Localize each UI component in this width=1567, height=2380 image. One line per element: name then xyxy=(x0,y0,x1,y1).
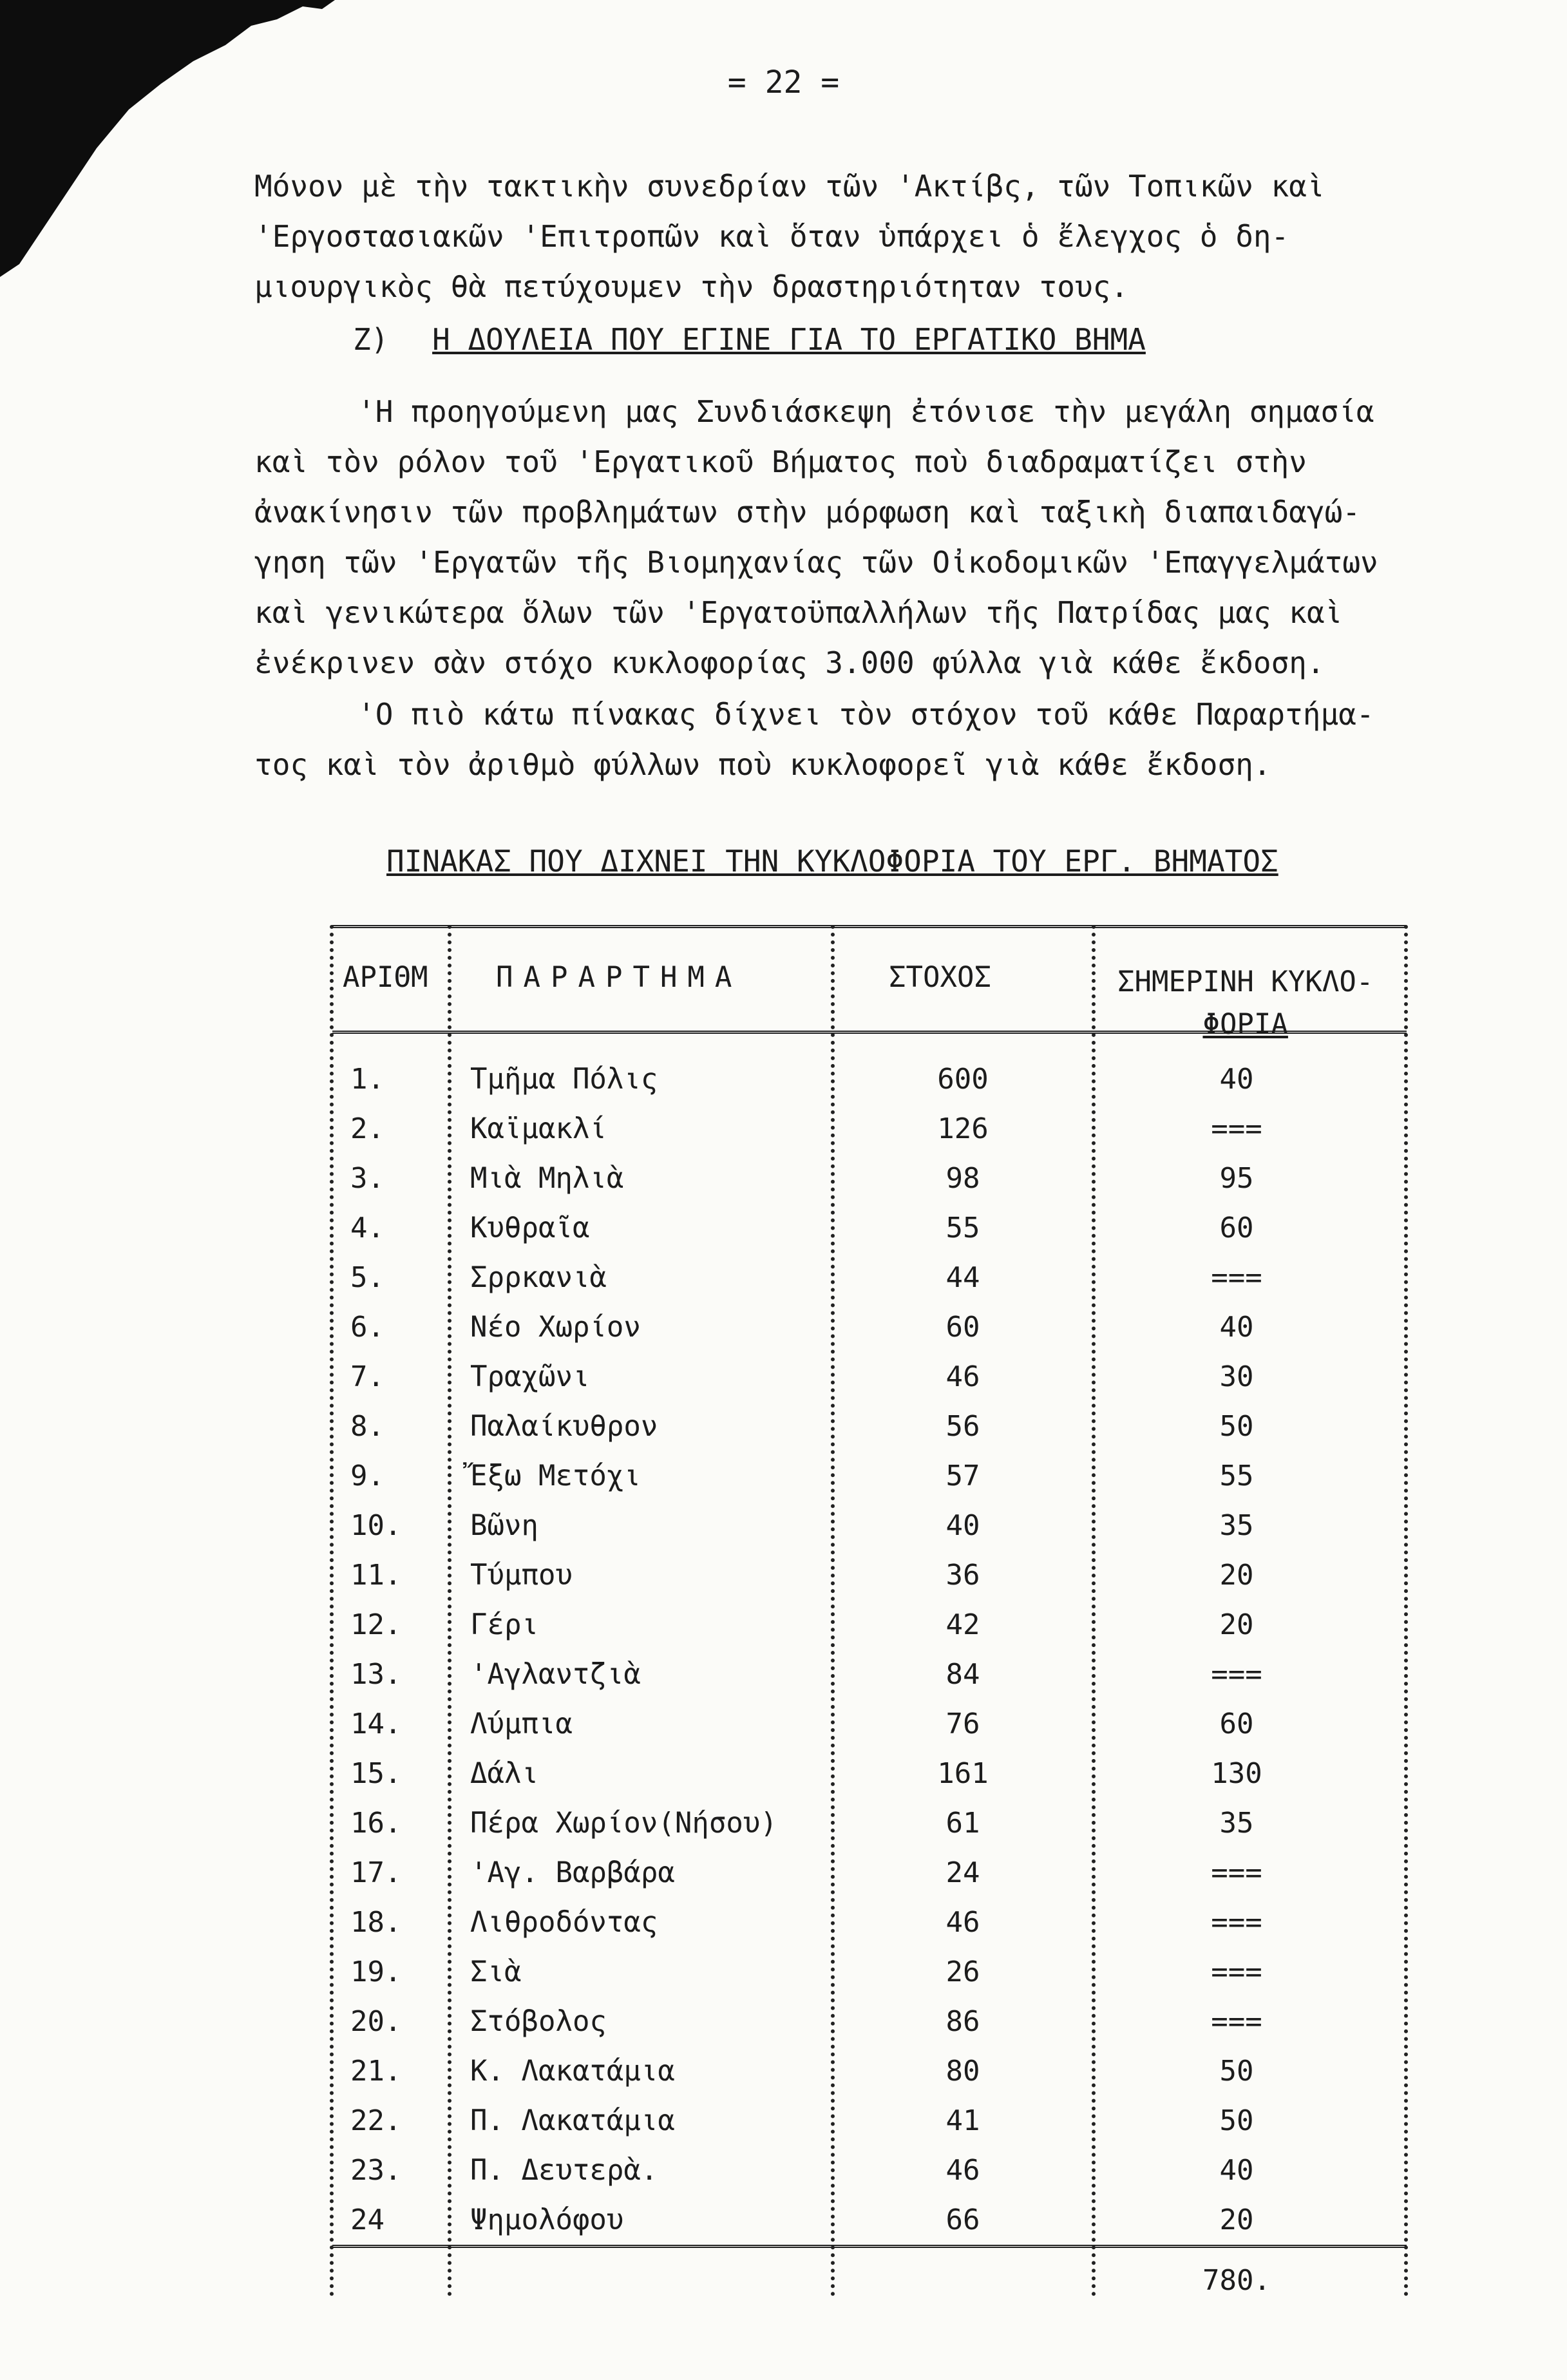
row-target: 41 xyxy=(945,2104,980,2137)
row-number: 19. xyxy=(350,1956,402,1988)
row-number: 2. xyxy=(350,1112,385,1145)
text-line: μιουργικὸς θὰ πετύχουμεν τὴν δραστηριότηταν τους. xyxy=(254,269,1129,304)
row-branch: Παλαίκυθρον xyxy=(470,1410,658,1443)
header-branch: ΠΑΡΑΡΤΗΜΑ xyxy=(496,961,743,994)
table-row xyxy=(322,1311,1417,1360)
row-number: 22. xyxy=(350,2104,402,2137)
row-branch: Τμῆμα Πόλις xyxy=(470,1063,658,1096)
row-branch: Κυθραῖα xyxy=(470,1212,590,1244)
table-title: ΠΙΝΑΚΑΣ ΠΟΥ ΔΙΧΝΕΙ ΤΗΝ ΚΥΚΛΟΦΟΡΙΑ ΤΟΥ ΕΡΓ. ΒΗΜΑΤΟΣ xyxy=(386,844,1278,879)
table-row xyxy=(322,2204,1417,2252)
row-current: === xyxy=(1211,1906,1262,1939)
row-current: 50 xyxy=(1219,1410,1254,1443)
table-row xyxy=(322,2055,1417,2104)
table-row xyxy=(322,1658,1417,1707)
row-branch: Λύμπια xyxy=(470,1708,573,1740)
row-branch: Βῶνη xyxy=(470,1509,538,1542)
row-number: 10. xyxy=(350,1509,402,1542)
header-number: ΑΡΙΘΜ xyxy=(343,961,428,994)
paragraph-conference xyxy=(254,386,1478,688)
row-current: 130 xyxy=(1211,1757,1262,1790)
row-target: 55 xyxy=(945,1212,980,1244)
table-row xyxy=(322,1410,1417,1459)
row-current: 20 xyxy=(1219,1559,1254,1592)
row-branch: Π. Δευτερὰ. xyxy=(470,2154,658,2187)
header-target: ΣΤΟΧΟΣ xyxy=(889,961,991,994)
table-row xyxy=(322,1559,1417,1608)
row-branch: Ἔξω Μετόχι xyxy=(470,1460,641,1492)
row-number: 7. xyxy=(350,1360,385,1393)
table-row xyxy=(322,1509,1417,1558)
table-row xyxy=(322,1212,1417,1261)
row-target: 98 xyxy=(945,1162,980,1195)
row-target: 86 xyxy=(945,2005,980,2038)
header-current-line1: ΣΗΜΕΡΙΝΗ ΚΥΚΛΟ- xyxy=(1117,966,1374,998)
row-target: 44 xyxy=(945,1261,980,1294)
row-target: 126 xyxy=(937,1112,989,1145)
row-branch: Πέρα Χωρίον(Νήσου) xyxy=(470,1807,777,1840)
table-row xyxy=(322,1757,1417,1806)
row-target: 76 xyxy=(945,1708,980,1740)
row-branch: Νέο Χωρίον xyxy=(470,1311,641,1344)
row-current: 40 xyxy=(1219,1311,1254,1344)
paragraph-table-intro xyxy=(254,689,1478,790)
row-number: 16. xyxy=(350,1807,402,1840)
row-number: 23. xyxy=(350,2154,402,2187)
row-branch: 'Αγ. Βαρβάρα xyxy=(470,1856,675,1889)
row-branch: Στόβολος xyxy=(470,2005,607,2038)
row-current: 95 xyxy=(1219,1162,1254,1195)
row-target: 24 xyxy=(945,1856,980,1889)
row-number: 12. xyxy=(350,1608,402,1641)
row-branch: Τύμπου xyxy=(470,1559,573,1592)
section-number: Ζ) xyxy=(353,322,389,357)
total-circulation: 780. xyxy=(1202,2264,1271,2297)
text-line: καὶ τὸν ρόλον τοῦ 'Εργατικοῦ Βήματος ποὺ διαδραματίζει στὴν xyxy=(254,444,1307,479)
row-branch: Σιὰ xyxy=(470,1956,522,1988)
text-line: ἐνέκρινεν σὰν στόχο κυκλοφορίας 3.000 φύλλα γιὰ κάθε ἔκδοση. xyxy=(254,645,1325,680)
row-current: === xyxy=(1211,1261,1262,1294)
row-branch: Δάλι xyxy=(470,1757,538,1790)
table-row xyxy=(322,1856,1417,1905)
row-current: === xyxy=(1211,1658,1262,1691)
row-branch: Κ. Λακατάμια xyxy=(470,2055,675,2088)
row-target: 46 xyxy=(945,2154,980,2187)
section-title: Η ΔΟΥΛΕΙΑ ΠΟΥ ΕΓΙΝΕ ΓΙΑ ΤΟ ΕΡΓΑΤΙΚΟ ΒΗΜΑ xyxy=(432,322,1146,357)
table-row xyxy=(322,1608,1417,1657)
text-line: 'Η προηγούμενη μας Συνδιάσκεψη ἐτόνισε τὴν μεγάλη σημασία xyxy=(357,394,1374,429)
row-target: 600 xyxy=(937,1063,989,1096)
table-row xyxy=(322,1906,1417,1955)
row-current: 55 xyxy=(1219,1460,1254,1492)
table-row xyxy=(322,1460,1417,1509)
row-number: 1. xyxy=(350,1063,385,1096)
row-current: 50 xyxy=(1219,2055,1254,2088)
row-current: 40 xyxy=(1219,2154,1254,2187)
row-number: 3. xyxy=(350,1162,385,1195)
table-row xyxy=(322,1956,1417,2004)
row-current: 50 xyxy=(1219,2104,1254,2137)
row-branch: Λιθροδόντας xyxy=(470,1906,658,1939)
text-line: 'Ο πιὸ κάτω πίνακας δίχνει τὸν στόχον τοῦ κάθε Παραρτήμα- xyxy=(357,697,1374,732)
row-current: === xyxy=(1211,1112,1262,1145)
row-number: 6. xyxy=(350,1311,385,1344)
table-row xyxy=(322,1360,1417,1409)
row-branch: Σρρκανιὰ xyxy=(470,1261,607,1294)
row-number: 21. xyxy=(350,2055,402,2088)
row-target: 40 xyxy=(945,1509,980,1542)
text-line: 'Εργοστασιακῶν 'Επιτροπῶν καὶ ὅταν ὑπάρχει ὁ ἔλεγχος ὁ δη- xyxy=(254,219,1289,254)
row-number: 9. xyxy=(350,1460,385,1492)
text-line: ἀνακίνησιν τῶν προβλημάτων στὴν μόρφωση καὶ ταξικὴ διαπαιδαγώ- xyxy=(254,495,1361,529)
text-line: γηση τῶν 'Εργατῶν τῆς Βιομηχανίας τῶν Οἰκοδομικῶν 'Επαγγελμάτων xyxy=(254,545,1378,580)
row-number: 4. xyxy=(350,1212,385,1244)
row-number: 11. xyxy=(350,1559,402,1592)
row-number: 17. xyxy=(350,1856,402,1889)
row-current: 35 xyxy=(1219,1509,1254,1542)
row-target: 161 xyxy=(937,1757,989,1790)
row-branch: 'Αγλαντζιὰ xyxy=(470,1658,641,1691)
row-target: 36 xyxy=(945,1559,980,1592)
row-branch: Καϊμακλί xyxy=(470,1112,607,1145)
row-number: 15. xyxy=(350,1757,402,1790)
row-current: 30 xyxy=(1219,1360,1254,1393)
row-target: 46 xyxy=(945,1906,980,1939)
text-line: τος καὶ τὸν ἀριθμὸ φύλλων ποὺ κυκλοφορεῖ γιὰ κάθε ἔκδοση. xyxy=(254,747,1271,782)
row-branch: Τραχῶνι xyxy=(470,1360,590,1393)
table-row xyxy=(322,1063,1417,1112)
row-current: === xyxy=(1211,1956,1262,1988)
row-target: 57 xyxy=(945,1460,980,1492)
table-row xyxy=(322,1112,1417,1161)
table-row xyxy=(322,1708,1417,1756)
row-number: 14. xyxy=(350,1708,402,1740)
header-current-line2: ΦΟΡΙΑ xyxy=(1202,1008,1288,1041)
row-target: 80 xyxy=(945,2055,980,2088)
table-row xyxy=(322,2005,1417,2054)
row-current: 40 xyxy=(1219,1063,1254,1096)
text-line: Μόνον μὲ τὴν τακτικὴν συνεδρίαν τῶν 'Ακτίβς, τῶν Τοπικῶν καὶ xyxy=(254,169,1325,204)
row-target: 42 xyxy=(945,1608,980,1641)
row-current: 60 xyxy=(1219,1212,1254,1244)
row-current: 20 xyxy=(1219,2204,1254,2236)
row-current: 20 xyxy=(1219,1608,1254,1641)
row-target: 61 xyxy=(945,1807,980,1840)
row-target: 26 xyxy=(945,1956,980,1988)
row-current: === xyxy=(1211,1856,1262,1889)
circulation-table xyxy=(322,915,1417,2296)
row-number: 5. xyxy=(350,1261,385,1294)
row-number: 18. xyxy=(350,1906,402,1939)
row-number: 8. xyxy=(350,1410,385,1443)
row-branch: Μιὰ Μηλιὰ xyxy=(470,1162,624,1195)
row-target: 84 xyxy=(945,1658,980,1691)
table-rule-top xyxy=(332,925,1407,928)
row-branch: Γέρι xyxy=(470,1608,538,1641)
row-number: 24 xyxy=(350,2204,385,2236)
table-row xyxy=(322,2154,1417,2203)
row-branch: Π. Λακατάμια xyxy=(470,2104,675,2137)
row-number: 13. xyxy=(350,1658,402,1691)
header-current-circulation xyxy=(1117,961,1373,1046)
row-target: 66 xyxy=(945,2204,980,2236)
row-current: 35 xyxy=(1219,1807,1254,1840)
paragraph-intro xyxy=(254,161,1478,312)
table-row xyxy=(322,1807,1417,1856)
row-number: 20. xyxy=(350,2005,402,2038)
table-row xyxy=(322,1162,1417,1211)
text-line: καὶ γενικώτερα ὅλων τῶν 'Εργατοϋπαλλήλων τῆς Πατρίδας μας καὶ xyxy=(254,595,1343,630)
table-row xyxy=(322,2104,1417,2153)
section-heading xyxy=(353,322,1146,357)
row-current: 60 xyxy=(1219,1708,1254,1740)
page-number: = 22 = xyxy=(727,64,840,100)
row-target: 56 xyxy=(945,1410,980,1443)
row-target: 60 xyxy=(945,1311,980,1344)
table-row xyxy=(322,1261,1417,1310)
row-branch: Ψημολόφου xyxy=(470,2204,624,2236)
row-current: === xyxy=(1211,2005,1262,2038)
row-target: 46 xyxy=(945,1360,980,1393)
